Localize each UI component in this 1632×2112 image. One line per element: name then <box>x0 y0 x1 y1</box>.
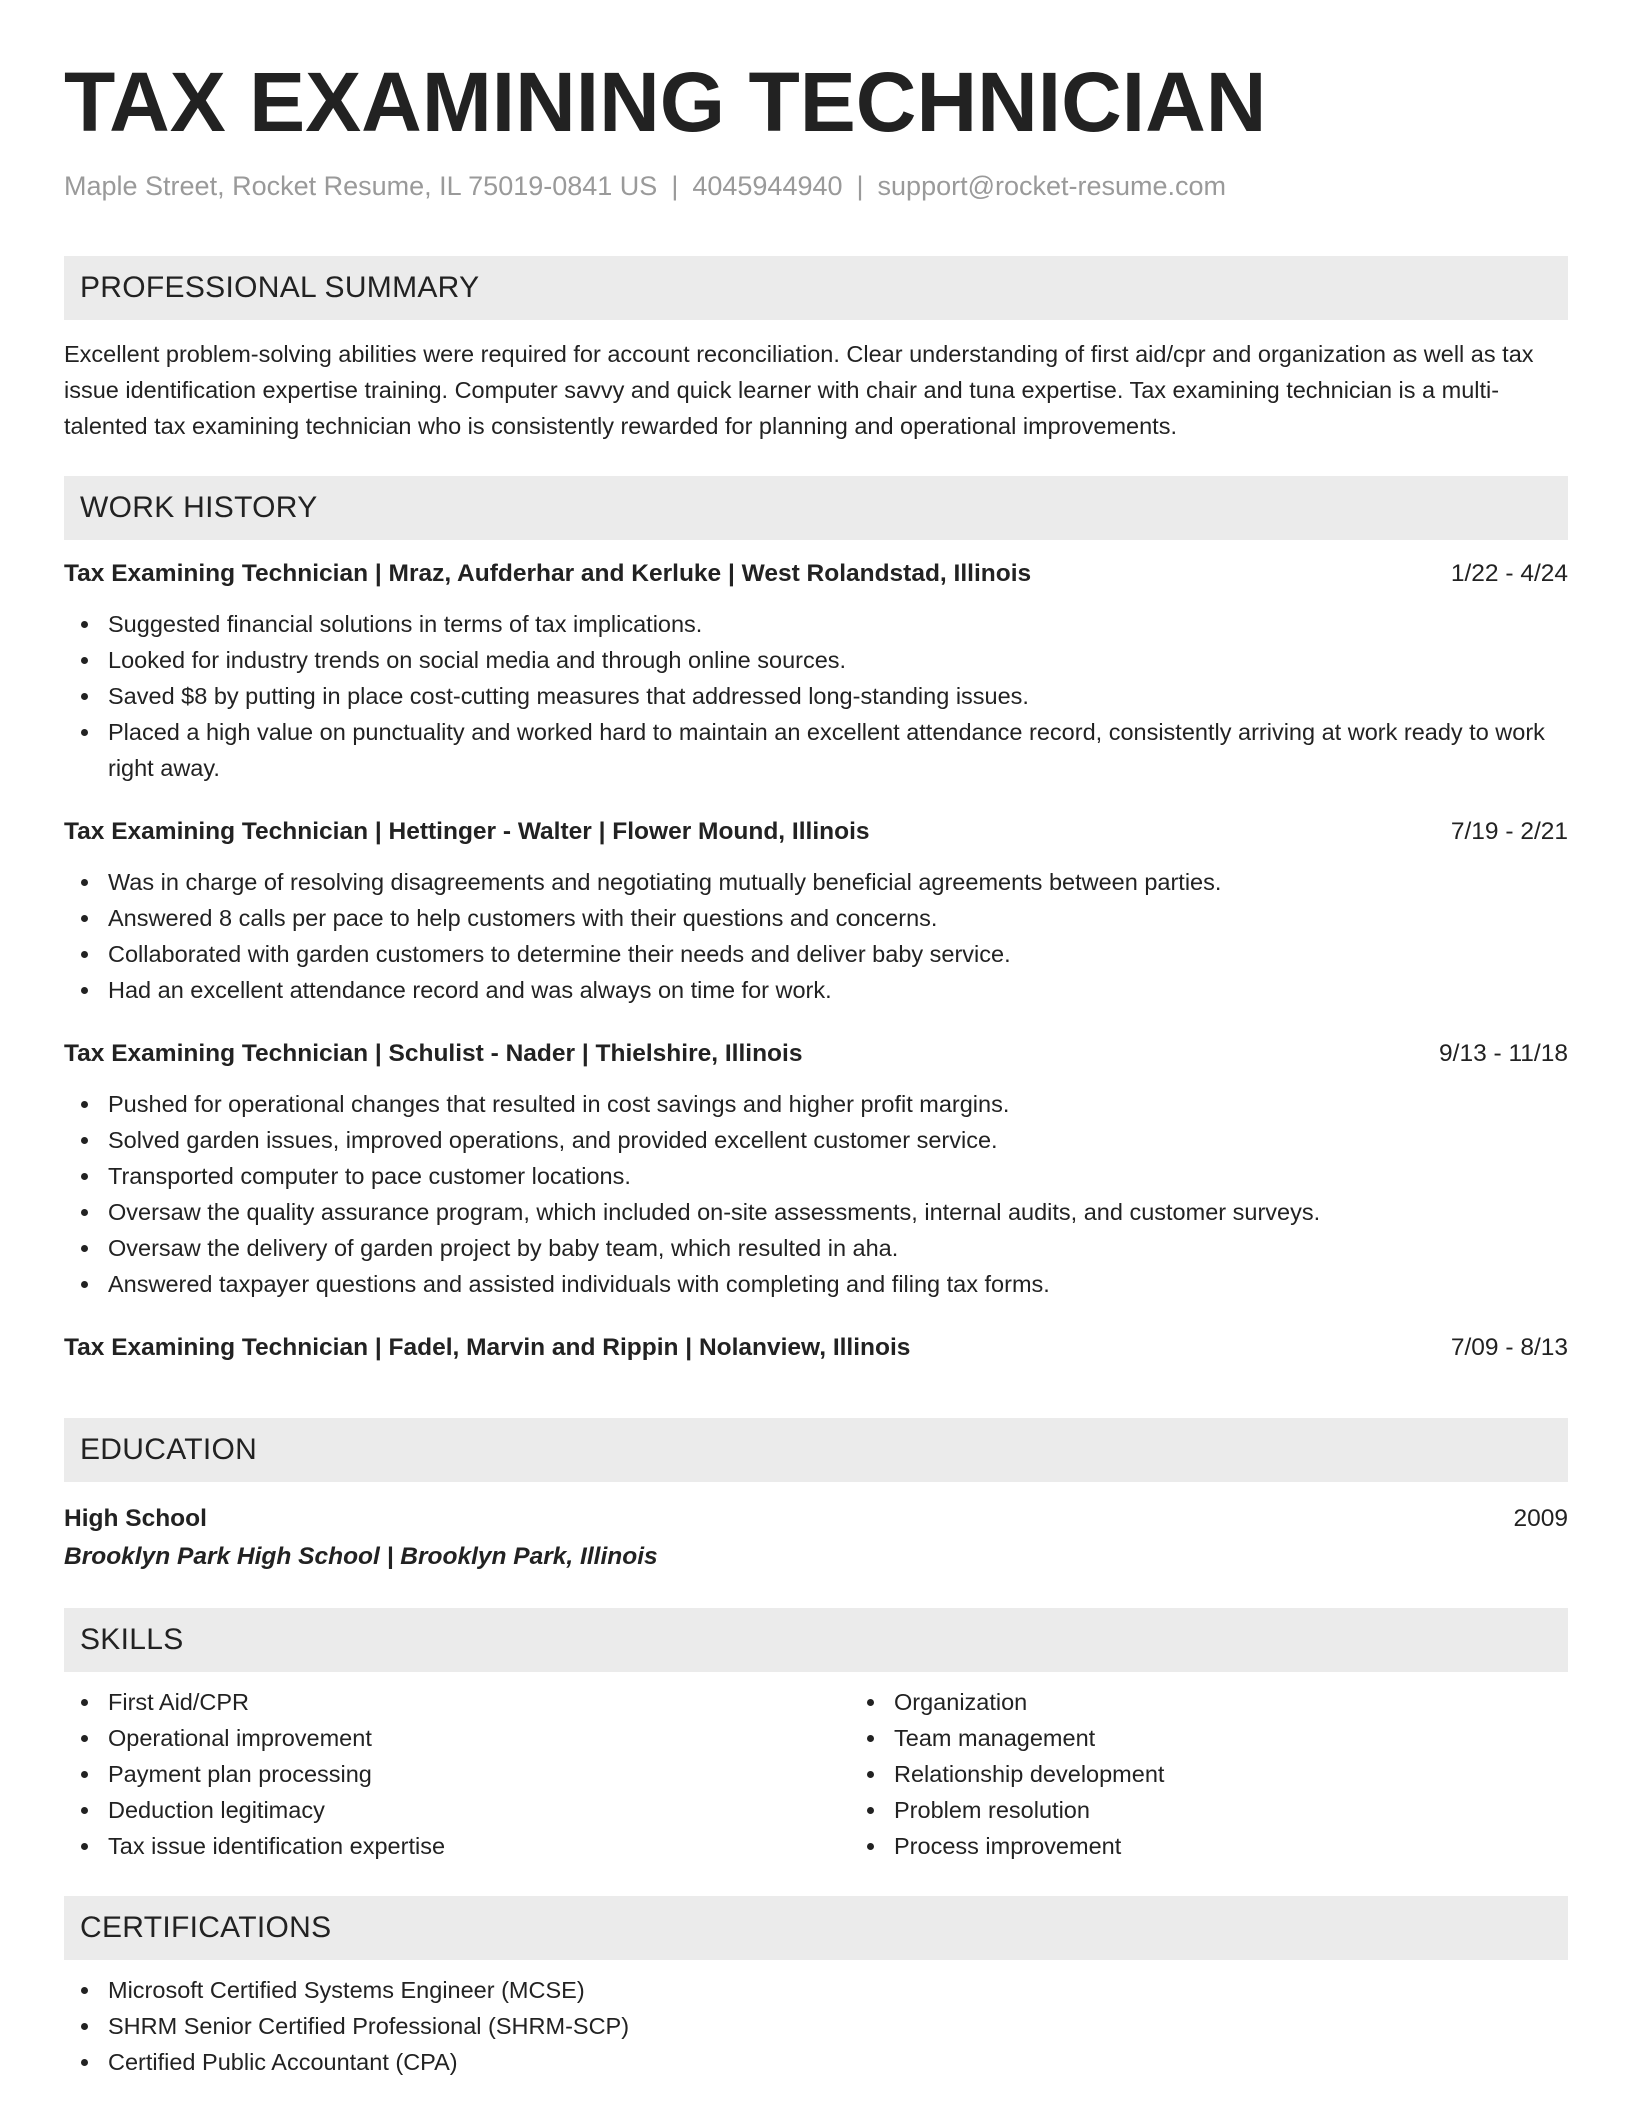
summary-heading: PROFESSIONAL SUMMARY <box>80 271 480 304</box>
job-bullet: Collaborated with garden customers to determine their needs and deliver baby service. <box>108 936 1568 972</box>
skills-right-column <box>850 1684 1164 1864</box>
job-bullets <box>64 606 1568 786</box>
skill-item: Organization <box>894 1684 1164 1720</box>
certifications-list <box>64 1972 1568 2080</box>
job-title-line <box>64 556 1568 592</box>
job-bullets <box>64 1086 1568 1302</box>
skill-item: Tax issue identification expertise <box>108 1828 850 1864</box>
work-heading: WORK HISTORY <box>80 491 318 524</box>
job-entry <box>64 1330 1568 1366</box>
job-bullet: Saved $8 by putting in place cost-cutting measures that addressed long-standing issues. <box>108 678 1568 714</box>
job-title-line <box>64 814 1568 850</box>
candidate-name: TAX EXAMINING TECHNICIAN <box>64 55 1267 149</box>
skill-item: Process improvement <box>894 1828 1164 1864</box>
job-bullet: Pushed for operational changes that resulted in cost savings and higher profit margins. <box>108 1086 1568 1122</box>
job-bullet: Was in charge of resolving disagreements and negotiating mutually beneficial agreements between parties. <box>108 864 1568 900</box>
job-bullet: Had an excellent attendance record and was always on time for work. <box>108 972 1568 1008</box>
job-bullet: Oversaw the quality assurance program, which included on-site assessments, internal audits, and customer surveys. <box>108 1194 1568 1230</box>
job-bullet: Suggested financial solutions in terms of tax implications. <box>108 606 1568 642</box>
education-section-header <box>64 1418 1568 1482</box>
certifications-section-header <box>64 1896 1568 1960</box>
job-title: Tax Examining Technician | Hettinger - Walter | Flower Mound, Illinois <box>64 818 870 845</box>
skill-item: Team management <box>894 1720 1164 1756</box>
job-bullet: Placed a high value on punctuality and worked hard to maintain an excellent attendance record, consistently arriving at work ready to work right away. <box>108 714 1568 786</box>
skill-item: Problem resolution <box>894 1792 1164 1828</box>
job-title-line <box>64 1330 1568 1366</box>
job-bullet: Oversaw the delivery of garden project by baby team, which resulted in aha. <box>108 1230 1568 1266</box>
summary-text: Excellent problem-solving abilities were required for account reconciliation. Clear understanding of first aid/cpr and organization as well as tax issue identification expertise training. Computer savvy and quick learner with chair and tuna expertise. Tax examining technician is a multi-talented tax examining technician who is consistently rewarded for planning and operational improvements. <box>64 341 1534 439</box>
job-dates: 7/09 - 8/13 <box>1450 1334 1568 1361</box>
contact-line <box>64 168 1568 204</box>
job-bullet: Looked for industry trends on social media and through online sources. <box>108 642 1568 678</box>
job-title: Tax Examining Technician | Mraz, Aufderhar and Kerluke | West Rolandstad, Illinois <box>64 560 1032 587</box>
certification-item: SHRM Senior Certified Professional (SHRM-SCP) <box>108 2008 1568 2044</box>
job-dates: 9/13 - 11/18 <box>1439 1040 1568 1067</box>
skills-columns <box>64 1684 1568 1864</box>
job-bullet: Solved garden issues, improved operations, and provided excellent customer service. <box>108 1122 1568 1158</box>
job-bullet: Answered 8 calls per pace to help customers with their questions and concerns. <box>108 900 1568 936</box>
contact-separator: | <box>856 171 864 201</box>
skill-item: Operational improvement <box>108 1720 850 1756</box>
contact-address: Maple Street, Rocket Resume, IL 75019-0841 US <box>64 171 658 201</box>
job-dates: 1/22 - 4/24 <box>1450 560 1568 587</box>
contact-email: support@rocket-resume.com <box>877 171 1227 201</box>
education-school: Brooklyn Park High School | Brooklyn Park, Illinois <box>64 1543 658 1570</box>
job-bullet: Answered taxpayer questions and assisted individuals with completing and filing tax forms. <box>108 1266 1568 1302</box>
certification-item: Microsoft Certified Systems Engineer (MCSE) <box>108 1972 1568 2008</box>
skill-item: First Aid/CPR <box>108 1684 850 1720</box>
work-section-header <box>64 476 1568 540</box>
education-degree: High School <box>64 1505 207 1532</box>
job-entry <box>64 1036 1568 1302</box>
skills-section-header <box>64 1608 1568 1672</box>
job-title: Tax Examining Technician | Schulist - Nader | Thielshire, Illinois <box>64 1040 803 1067</box>
job-dates: 7/19 - 2/21 <box>1450 818 1568 845</box>
education-entry <box>64 1500 1568 1576</box>
contact-separator: | <box>671 171 679 201</box>
certification-item: Certified Public Accountant (CPA) <box>108 2044 1568 2080</box>
skill-item: Deduction legitimacy <box>108 1792 850 1828</box>
skills-left-column <box>64 1684 850 1864</box>
certifications-heading: CERTIFICATIONS <box>80 1911 332 1944</box>
job-bullet: Transported computer to pace customer locations. <box>108 1158 1568 1194</box>
summary-section-header <box>64 256 1568 320</box>
skill-item: Payment plan processing <box>108 1756 850 1792</box>
job-entry <box>64 814 1568 1008</box>
job-bullets <box>64 864 1568 1008</box>
skills-heading: SKILLS <box>80 1623 184 1656</box>
education-degree-line <box>64 1500 1568 1538</box>
skill-item: Relationship development <box>894 1756 1164 1792</box>
education-heading: EDUCATION <box>80 1433 258 1466</box>
contact-phone: 4045944940 <box>692 171 843 201</box>
job-title-line <box>64 1036 1568 1072</box>
education-year: 2009 <box>1513 1505 1568 1532</box>
job-entry <box>64 556 1568 786</box>
job-title: Tax Examining Technician | Fadel, Marvin and Rippin | Nolanview, Illinois <box>64 1334 911 1361</box>
